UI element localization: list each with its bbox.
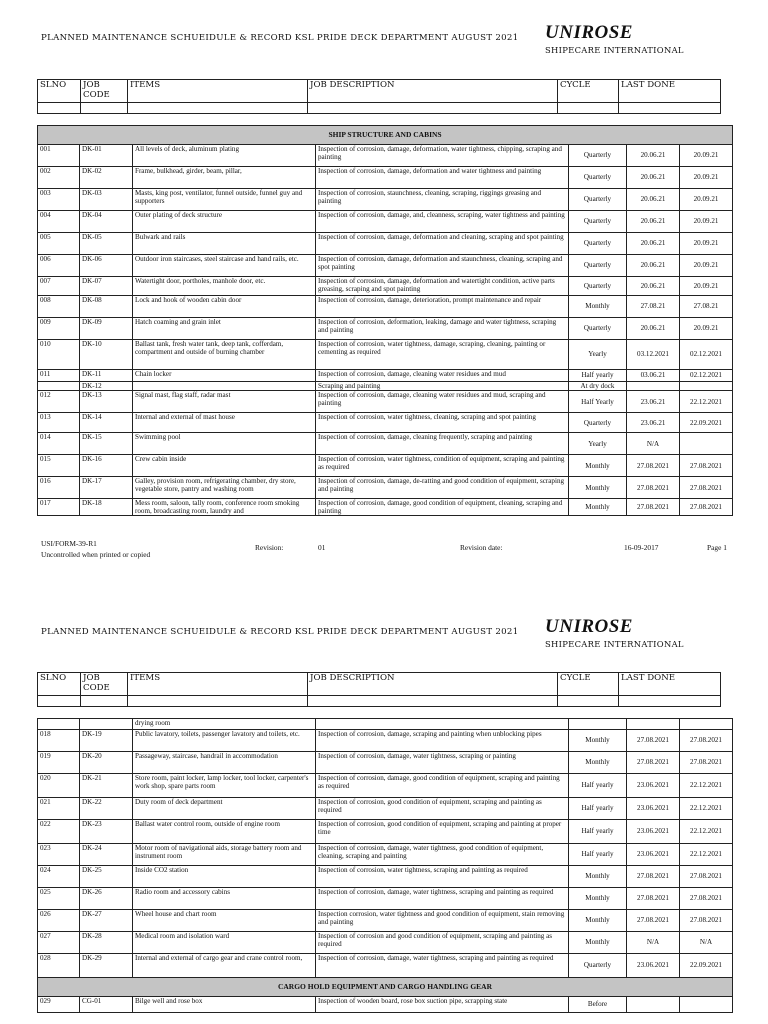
brand-logo: UNIROSE: [545, 22, 633, 43]
row-job-code: DK-20: [80, 752, 133, 774]
table-row: [38, 277, 733, 296]
row-item: Wheel house and chart room: [133, 910, 316, 932]
table-row: [38, 455, 733, 477]
row-job-code: DK-26: [80, 888, 133, 910]
row-job-code: DK-02: [80, 167, 133, 189]
row-item: Ballast tank, fresh water tank, deep tank, cofferdam, compartment and outside of burning chamber: [133, 340, 316, 370]
table-row: [38, 752, 733, 774]
form-number: USI/FORM-39-R1: [41, 539, 97, 548]
row-last-done-2: N/A: [680, 932, 733, 954]
row-last-done-1: 20.06.21: [627, 145, 680, 167]
row-last-done-2: 22.09.2021: [680, 413, 733, 433]
row-description: Inspection of corrosion, damage, deformation and staunchness, cleaning, scraping and spot painting: [316, 255, 569, 277]
row-item: Motor room of navigational aids, storage battery room and instrument room: [133, 844, 316, 866]
row-last-done-2: 22.12.2021: [680, 391, 733, 413]
row-cycle: Quarterly: [569, 145, 627, 167]
row-slno: 010: [38, 340, 80, 370]
row-job-code: DK-12: [80, 382, 133, 391]
row-description: Inspection of corrosion, staunchness, cleaning, scraping, riggings greasing and painting: [316, 189, 569, 211]
row-cycle: Yearly: [569, 433, 627, 455]
column-header-table: [37, 79, 721, 114]
row-cycle: Monthly: [569, 752, 627, 774]
row-last-done-1: 23.06.21: [627, 391, 680, 413]
row-description: Inspection of corrosion, damage, deformation and cleaning, scraping and spot painting: [316, 233, 569, 255]
row-slno: 020: [38, 774, 80, 798]
row-cycle: Monthly: [569, 499, 627, 516]
row-cycle: Quarterly: [569, 413, 627, 433]
table-row: [38, 954, 733, 978]
row-description: Inspection of corrosion, damage, good condition of equipment, cleaning, scraping and painting: [316, 499, 569, 516]
row-description: Inspection of corrosion, damage, cleaning water residues and mud, scraping and painting: [316, 391, 569, 413]
row-last-done-2: 20.09.21: [680, 189, 733, 211]
row-last-done-1: 20.06.21: [627, 233, 680, 255]
table-row: [38, 844, 733, 866]
row-last-done-1: 23.06.2021: [627, 820, 680, 844]
row-last-done-1: 27.08.21: [627, 296, 680, 318]
row-slno: 011: [38, 370, 80, 382]
row-item: Radio room and accessory cabins: [133, 888, 316, 910]
row-last-done-1: 03.12.2021: [627, 340, 680, 370]
col-header-items: ITEMS: [128, 673, 308, 696]
row-description: Inspection of corrosion, deformation, leaking, damage and water tightness, scraping and painting: [316, 318, 569, 340]
row-item: [133, 382, 316, 391]
row-description: Inspection of corrosion, damage, deformation and watertight condition, active parts greasing, scraping and spot painting: [316, 277, 569, 296]
row-job-code: DK-17: [80, 477, 133, 499]
table-row: [38, 340, 733, 370]
row-item: Internal and external of cargo gear and crane control room,: [133, 954, 316, 978]
row-item: Lock and hook of wooden cabin door: [133, 296, 316, 318]
row-last-done-1: 27.08.2021: [627, 730, 680, 752]
row-cycle: Half yearly: [569, 798, 627, 820]
row-last-done-2: 27.08.2021: [680, 455, 733, 477]
table-row: [38, 888, 733, 910]
col-header-cycle: CYCLE: [558, 673, 619, 696]
col-header-cycle: CYCLE: [558, 80, 619, 103]
row-item: Crew cabin inside: [133, 455, 316, 477]
row-cycle: At dry dock: [569, 382, 627, 391]
col-header-job-code: JOB CODE: [81, 673, 128, 696]
row-description: Inspection of corrosion, damage, water tightness, scraping and painting as required: [316, 954, 569, 978]
row-cycle: Quarterly: [569, 318, 627, 340]
col-header-slno: SLNO: [38, 673, 81, 696]
row-item: Inside CO2 station: [133, 866, 316, 888]
row-slno: 013: [38, 413, 80, 433]
row-cycle: Half yearly: [569, 370, 627, 382]
row-last-done-2: 27.08.2021: [680, 752, 733, 774]
row-last-done-1: 27.08.2021: [627, 910, 680, 932]
row-item: Passageway, staircase, handrail in accommodation: [133, 752, 316, 774]
row-item: Bulwark and rails: [133, 233, 316, 255]
row-job-code: DK-03: [80, 189, 133, 211]
row-item: Signal mast, flag staff, radar mast: [133, 391, 316, 413]
row-item: Outer plating of deck structure: [133, 211, 316, 233]
row-cycle: Monthly: [569, 866, 627, 888]
table-row: [38, 189, 733, 211]
row-job-code: DK-22: [80, 798, 133, 820]
row-job-code: DK-01: [80, 145, 133, 167]
row-cycle: Quarterly: [569, 167, 627, 189]
row-job-code: DK-25: [80, 866, 133, 888]
row-last-done-2: 20.09.21: [680, 277, 733, 296]
row-description: Inspection of corrosion, water tightness, cleaning, scraping and spot painting: [316, 413, 569, 433]
row-slno: 004: [38, 211, 80, 233]
row-last-done-2: 20.09.21: [680, 233, 733, 255]
brand-subtitle: SHIPECARE INTERNATIONAL: [545, 45, 684, 55]
revision-date: 16-09-2017: [624, 543, 659, 552]
row-job-code: DK-23: [80, 820, 133, 844]
row-job-code: DK-24: [80, 844, 133, 866]
row-last-done-1: 20.06.21: [627, 211, 680, 233]
table-row: [38, 233, 733, 255]
row-last-done-2: 27.08.2021: [680, 888, 733, 910]
row-description: Inspection of corrosion, damage, scraping and painting when unblocking pipes: [316, 730, 569, 752]
row-job-code: DK-08: [80, 296, 133, 318]
row-cycle: Quarterly: [569, 211, 627, 233]
row-cycle: Monthly: [569, 910, 627, 932]
table-row: [38, 296, 733, 318]
row-item: Public lavatory, toilets, passenger lavatory and toilets, etc.: [133, 730, 316, 752]
row-last-done-1: 20.06.21: [627, 255, 680, 277]
row-last-done-1: 27.08.2021: [627, 752, 680, 774]
maintenance-table-page-2: [37, 718, 733, 1013]
table-row: [38, 499, 733, 516]
continued-row: [38, 719, 733, 730]
row-cycle: Yearly: [569, 340, 627, 370]
row-item: Galley, provision room, refrigerating chamber, dry store, vegetable store, pantry and washing room: [133, 477, 316, 499]
row-cycle: Half yearly: [569, 774, 627, 798]
row-slno: 015: [38, 455, 80, 477]
table-row: [38, 730, 733, 752]
row-last-done-2: 20.09.21: [680, 211, 733, 233]
section-header: SHIP STRUCTURE AND CABINS: [38, 126, 733, 145]
row-job-code: DK-10: [80, 340, 133, 370]
row-cycle: Half Yearly: [569, 391, 627, 413]
row-item: Chain locker: [133, 370, 316, 382]
row-cycle: Monthly: [569, 730, 627, 752]
row-cycle: Monthly: [569, 932, 627, 954]
row-last-done-2: [680, 433, 733, 455]
row-last-done-2: 22.09.2021: [680, 954, 733, 978]
row-slno: 012: [38, 391, 80, 413]
row-job-code: DK-14: [80, 413, 133, 433]
row-item: Bilge well and rose box: [133, 997, 316, 1013]
row-job-code: CG-01: [80, 997, 133, 1013]
col-header-slno: SLNO: [38, 80, 81, 103]
table-row: [38, 370, 733, 382]
row-last-done-2: 27.08.2021: [680, 477, 733, 499]
row-slno: [38, 382, 80, 391]
col-header-job-description: JOB DESCRIPTION: [308, 673, 558, 696]
row-last-done-1: [627, 997, 680, 1013]
row-description: Inspection of corrosion, good condition of equipment, scraping and painting at proper time: [316, 820, 569, 844]
maintenance-table-page-1: [37, 125, 733, 516]
table-row: [38, 391, 733, 413]
row-last-done-2: [680, 382, 733, 391]
row-last-done-1: 27.08.2021: [627, 477, 680, 499]
row-last-done-2: 20.09.21: [680, 318, 733, 340]
row-item: Ballast water control room, outside of engine room: [133, 820, 316, 844]
table-row: [38, 413, 733, 433]
row-last-done-2: 27.08.2021: [680, 910, 733, 932]
row-cycle: Quarterly: [569, 189, 627, 211]
row-last-done-2: 02.12.2021: [680, 340, 733, 370]
row-job-code: DK-19: [80, 730, 133, 752]
table-row: [38, 382, 733, 391]
brand-logo-2: UNIROSE: [545, 616, 633, 637]
row-last-done-1: 03.06.21: [627, 370, 680, 382]
row-description: Inspection of corrosion, damage, cleaning frequently, scraping and painting: [316, 433, 569, 455]
row-job-code: DK-28: [80, 932, 133, 954]
row-last-done-1: 27.08.2021: [627, 499, 680, 516]
row-slno: 022: [38, 820, 80, 844]
row-description: Inspection of corrosion, damage, deformation, water tightness, chipping, scraping and painting: [316, 145, 569, 167]
row-last-done-1: 23.06.2021: [627, 954, 680, 978]
row-last-done-2: 27.08.21: [680, 296, 733, 318]
row-item: Store room, paint locker, lamp locker, tool locker, carpenter's work shop, spare parts room: [133, 774, 316, 798]
col-header-job-code: JOB CODE: [81, 80, 128, 103]
row-last-done-2: 22.12.2021: [680, 844, 733, 866]
row-slno: 005: [38, 233, 80, 255]
row-slno: 021: [38, 798, 80, 820]
row-last-done-1: 27.08.2021: [627, 866, 680, 888]
revision-value: 01: [318, 543, 326, 552]
row-last-done-1: N/A: [627, 932, 680, 954]
table-row: [38, 211, 733, 233]
row-last-done-1: 20.06.21: [627, 189, 680, 211]
row-cycle: Half yearly: [569, 820, 627, 844]
row-cycle: Quarterly: [569, 954, 627, 978]
row-last-done-2: 27.08.2021: [680, 730, 733, 752]
row-item: Duty room of deck department: [133, 798, 316, 820]
column-header-table-2: [37, 672, 721, 707]
row-slno: 017: [38, 499, 80, 516]
row-description: Inspection of corrosion, damage, good condition of equipment, scraping and painting as required: [316, 774, 569, 798]
row-job-code: DK-15: [80, 433, 133, 455]
row-last-done-1: 27.08.2021: [627, 888, 680, 910]
table-row: [38, 910, 733, 932]
row-description: Inspection of corrosion, damage, water tightness, scraping or painting: [316, 752, 569, 774]
col-header-items: ITEMS: [128, 80, 308, 103]
row-slno: 026: [38, 910, 80, 932]
row-description: Inspection corrosion, water tightness and good condition of equipment, stain removing and painting: [316, 910, 569, 932]
page-number: Page 1: [707, 543, 727, 552]
row-last-done-2: 27.08.2021: [680, 499, 733, 516]
table-row: [38, 774, 733, 798]
row-cycle: Monthly: [569, 477, 627, 499]
row-cycle: Quarterly: [569, 255, 627, 277]
row-slno: 025: [38, 888, 80, 910]
row-cycle: Half yearly: [569, 844, 627, 866]
row-job-code: DK-29: [80, 954, 133, 978]
row-item: Medical room and isolation ward: [133, 932, 316, 954]
row-last-done-2: 22.12.2021: [680, 798, 733, 820]
table-row: [38, 318, 733, 340]
row-cycle: Quarterly: [569, 233, 627, 255]
row-slno: 027: [38, 932, 80, 954]
revision-date-label: Revision date:: [460, 543, 503, 552]
row-slno: 023: [38, 844, 80, 866]
row-last-done-2: 02.12.2021: [680, 370, 733, 382]
row-description: Inspection of corrosion, damage, deformation and water tightness and painting: [316, 167, 569, 189]
section-header-2: CARGO HOLD EQUIPMENT AND CARGO HANDLING GEAR: [38, 978, 733, 997]
row-description: Inspection of corrosion, water tightness, scraping and painting as required: [316, 866, 569, 888]
brand-subtitle-2: SHIPECARE INTERNATIONAL: [545, 639, 684, 649]
row-item: Mess room, saloon, tally room, conference room smoking room, broadcasting room, laundry and: [133, 499, 316, 516]
row-slno: 001: [38, 145, 80, 167]
row-last-done-1: 23.06.2021: [627, 844, 680, 866]
row-last-done-1: 27.08.2021: [627, 455, 680, 477]
row-job-code: DK-21: [80, 774, 133, 798]
page-title: PLANNED MAINTENANCE SCHUEIDULE & RECORD KSL PRIDE DECK DEPARTMENT AUGUST 2021: [41, 33, 519, 43]
row-description: Inspection of wooden board, rose box suction pipe, scrapping state: [316, 997, 569, 1013]
row-slno: 008: [38, 296, 80, 318]
row-item: Internal and external of mast house: [133, 413, 316, 433]
row-last-done-2: 22.12.2021: [680, 774, 733, 798]
row-description: Scraping and painting: [316, 382, 569, 391]
row-description: Inspection of corrosion, water tightness, damage, scraping, cleaning, painting or cementing as required: [316, 340, 569, 370]
table-row: [38, 997, 733, 1013]
row-cycle: Quarterly: [569, 277, 627, 296]
table-row: [38, 932, 733, 954]
row-item: Outdoor iron staircases, steel staircase and hand rails, etc.: [133, 255, 316, 277]
row-description: Inspection of corrosion, good condition of equipment, scraping and painting as required: [316, 798, 569, 820]
row-slno: 003: [38, 189, 80, 211]
row-slno: 009: [38, 318, 80, 340]
row-cycle: Monthly: [569, 455, 627, 477]
row-item: Masts, king post, ventilator, funnel outside, funnel guy and supporters: [133, 189, 316, 211]
row-last-done-2: 20.09.21: [680, 145, 733, 167]
row-last-done-1: 23.06.2021: [627, 798, 680, 820]
row-last-done-1: 20.06.21: [627, 318, 680, 340]
row-last-done-2: [680, 997, 733, 1013]
row-job-code: DK-09: [80, 318, 133, 340]
row-item: Swimming pool: [133, 433, 316, 455]
row-item: Frame, bulkhead, girder, beam, pillar,: [133, 167, 316, 189]
row-slno: 024: [38, 866, 80, 888]
row-description: Inspection of corrosion, damage, cleaning water residues and mud: [316, 370, 569, 382]
row-job-code: DK-06: [80, 255, 133, 277]
row-last-done-1: 23.06.2021: [627, 774, 680, 798]
col-header-last-done: LAST DONE: [619, 80, 721, 103]
row-job-code: DK-11: [80, 370, 133, 382]
uncontrolled-note: Uncontrolled when printed or copied: [41, 550, 151, 559]
row-job-code: DK-05: [80, 233, 133, 255]
row-slno: 007: [38, 277, 80, 296]
row-last-done-2: 22.12.2021: [680, 820, 733, 844]
row-job-code: DK-27: [80, 910, 133, 932]
row-slno: 028: [38, 954, 80, 978]
table-row: [38, 820, 733, 844]
row-slno: 018: [38, 730, 80, 752]
table-row: [38, 866, 733, 888]
row-slno: 016: [38, 477, 80, 499]
col-header-job-description: JOB DESCRIPTION: [308, 80, 558, 103]
table-row: [38, 798, 733, 820]
row-slno: 019: [38, 752, 80, 774]
row-description: Inspection of corrosion, damage, deterioration, prompt maintenance and repair: [316, 296, 569, 318]
row-description: Inspection of corrosion and good condition of equipment, scraping and painting as required: [316, 932, 569, 954]
table-row: [38, 477, 733, 499]
row-job-code: DK-07: [80, 277, 133, 296]
row-description: Inspection of corrosion, water tightness, condition of equipment, scraping and painting as required: [316, 455, 569, 477]
row-cycle: Before: [569, 997, 627, 1013]
row-description: Inspection of corrosion, damage, de-ratting and good condition of equipment, scraping and painting: [316, 477, 569, 499]
row-last-done-2: 27.08.2021: [680, 866, 733, 888]
row-job-code: DK-18: [80, 499, 133, 516]
row-item: Watertight door, portholes, manhole door, etc.: [133, 277, 316, 296]
table-row: [38, 433, 733, 455]
row-job-code: DK-13: [80, 391, 133, 413]
row-item: Hatch coaming and grain inlet: [133, 318, 316, 340]
row-job-code: DK-04: [80, 211, 133, 233]
row-slno: 006: [38, 255, 80, 277]
row-last-done-2: 20.09.21: [680, 255, 733, 277]
page-title-2: PLANNED MAINTENANCE SCHUEIDULE & RECORD KSL PRIDE DECK DEPARTMENT AUGUST 2021: [41, 627, 519, 637]
row-slno: 002: [38, 167, 80, 189]
table-row: [38, 255, 733, 277]
col-header-last-done: LAST DONE: [619, 673, 721, 696]
table-row: [38, 167, 733, 189]
row-cycle: Monthly: [569, 296, 627, 318]
row-description: Inspection of corrosion, damage, water tightness, good condition of equipment, cleaning, scraping and painting: [316, 844, 569, 866]
row-last-done-1: N/A: [627, 433, 680, 455]
row-last-done-1: 20.06.21: [627, 277, 680, 296]
row-description: Inspection of corrosion, damage, water tightness, scraping and painting as required: [316, 888, 569, 910]
revision-label: Revision:: [255, 543, 284, 552]
row-last-done-2: 20.09.21: [680, 167, 733, 189]
row-last-done-1: 20.06.21: [627, 167, 680, 189]
row-last-done-1: [627, 382, 680, 391]
row-description: Inspection of corrosion, damage, and, cleanness, scraping, water tightness and painting: [316, 211, 569, 233]
row-slno: 029: [38, 997, 80, 1013]
table-row: [38, 145, 733, 167]
row-cycle: Monthly: [569, 888, 627, 910]
continued-item: drying room: [133, 719, 316, 730]
row-item: All levels of deck, aluminum plating: [133, 145, 316, 167]
row-last-done-1: 23.06.21: [627, 413, 680, 433]
row-slno: 014: [38, 433, 80, 455]
row-job-code: DK-16: [80, 455, 133, 477]
